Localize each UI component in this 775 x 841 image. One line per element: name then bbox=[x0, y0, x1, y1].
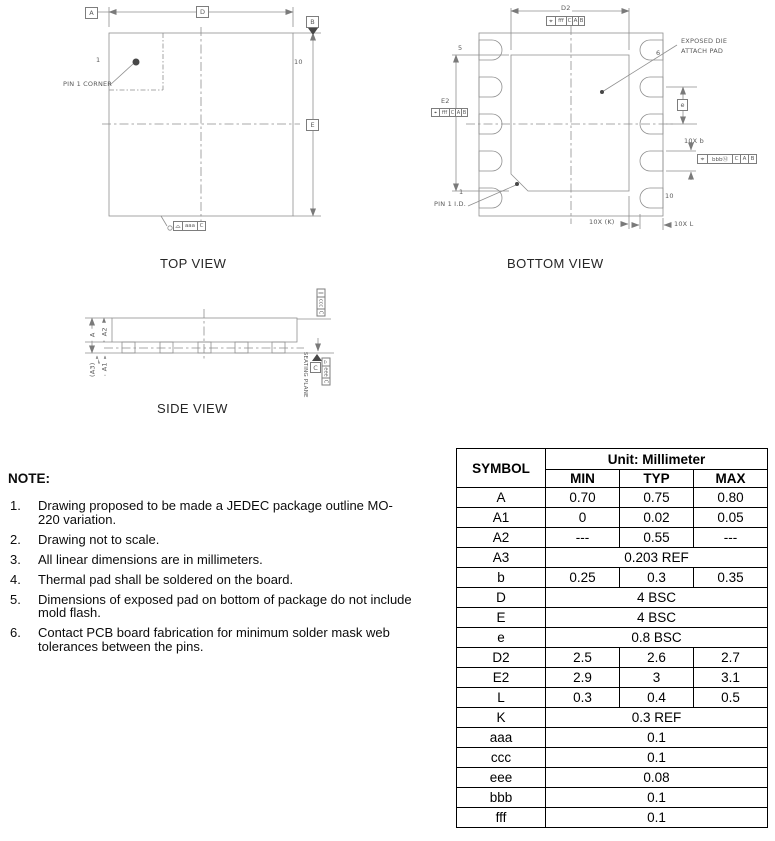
table-header-row bbox=[457, 449, 768, 470]
fcf-aaa: ⌓ aaa C bbox=[173, 221, 206, 231]
table-row: D 4 BSC bbox=[457, 588, 768, 608]
k-dim-label: 10X (K) bbox=[589, 218, 615, 226]
datum-b-flag bbox=[308, 28, 318, 35]
note-item: 5. Dimensions of exposed pad on bottom of package do not include mold flash. bbox=[8, 593, 454, 620]
exposed-pad-leader-dot bbox=[600, 90, 604, 94]
datum-b-box: B bbox=[306, 16, 319, 28]
pin1-id-label: PIN 1 I.D. bbox=[434, 200, 467, 208]
table-row: eee 0.08 bbox=[457, 768, 768, 788]
table-row: fff 0.1 bbox=[457, 808, 768, 828]
fcf-d2: ⌖ fff C A B bbox=[546, 16, 585, 26]
note-line: 220 variation. bbox=[38, 511, 117, 527]
top-pin10-number: 10 bbox=[294, 58, 303, 66]
exposed-pad-outline bbox=[511, 55, 629, 191]
notes-heading: NOTE: bbox=[8, 471, 50, 486]
dimension-table bbox=[456, 448, 768, 828]
note-item: 2. Drawing not to scale. bbox=[8, 533, 454, 547]
datum-a-box: A bbox=[85, 7, 98, 19]
dim-a2-label: A2 bbox=[100, 323, 110, 341]
datum-c-flag bbox=[312, 354, 322, 361]
dim-d2-label: D2 bbox=[561, 4, 571, 12]
datum-c-box: C bbox=[310, 362, 321, 373]
fcf-eee: ⌓ eee C bbox=[322, 358, 331, 386]
top-view-dimension-lines bbox=[98, 7, 321, 230]
top-view-title: TOP VIEW bbox=[160, 256, 227, 271]
dim-e2-label: E2 bbox=[441, 97, 450, 105]
table-row: L 0.3 0.4 0.5 bbox=[457, 688, 768, 708]
pitch-e-box: e bbox=[677, 99, 688, 111]
note-item: 6. Contact PCB board fabrication for minimum solder mask web tolerances between the pins. bbox=[8, 626, 454, 653]
dim-a1-label: A1 bbox=[100, 359, 110, 375]
side-view-title: SIDE VIEW bbox=[157, 401, 228, 416]
bottom-pin10-number: 10 bbox=[665, 192, 674, 200]
note-line: Thermal pad shall be soldered on the board. bbox=[38, 571, 294, 587]
table-row: E2 2.9 3 3.1 bbox=[457, 668, 768, 688]
notes-section bbox=[8, 471, 454, 660]
note-line: Contact PCB board fabrication for minimum solder mask web bbox=[38, 625, 390, 640]
bottom-view-title: BOTTOM VIEW bbox=[507, 256, 604, 271]
side-view-body bbox=[112, 318, 297, 342]
note-item: 4. Thermal pad shall be soldered on the board. bbox=[8, 573, 454, 587]
note-line: Dimensions of exposed pad on bottom of package do not include bbox=[38, 591, 412, 607]
top-view-centerlines bbox=[102, 27, 300, 222]
note-line: tolerances between the pins. bbox=[38, 638, 204, 654]
position-symbol: ⌖ bbox=[697, 154, 708, 164]
symbol-header: SYMBOL bbox=[457, 449, 546, 488]
fcf-ccc: ∥ ccc C bbox=[317, 289, 326, 317]
pin1-id-dot bbox=[515, 182, 519, 186]
pin1-corner-label: PIN 1 CORNER bbox=[63, 80, 113, 88]
pin6-number: 6 bbox=[656, 49, 661, 57]
table-row: A 0.70 0.75 0.80 bbox=[457, 488, 768, 508]
position-symbol: ⌖ bbox=[431, 108, 440, 117]
note-item: 1. Drawing proposed to be made a JEDEC package outline MO- 220 variation. bbox=[8, 499, 454, 526]
table-row: aaa 0.1 bbox=[457, 728, 768, 748]
table-row: E 4 BSC bbox=[457, 608, 768, 628]
parallelism-symbol: ∥ bbox=[317, 289, 326, 298]
side-view-pins bbox=[122, 342, 285, 353]
note-line: mold flash. bbox=[38, 605, 101, 620]
table-row: A2 --- 0.55 --- bbox=[457, 528, 768, 548]
fcf-bbb: ⌖ bbbⓂ C A B bbox=[697, 154, 757, 164]
profile-symbol: ⌓ bbox=[173, 221, 183, 231]
dim-d-box: D bbox=[196, 6, 209, 18]
bottom-view-dimension-lines bbox=[452, 8, 697, 230]
pin5-number: 5 bbox=[458, 44, 463, 52]
table-row: A3 0.203 REF bbox=[457, 548, 768, 568]
l-dim-label: 10X L bbox=[674, 220, 694, 228]
table-row: D2 2.5 2.6 2.7 bbox=[457, 648, 768, 668]
table-subheader-row: MIN TYP MAX bbox=[457, 470, 768, 488]
dim-a3-label: (A3) bbox=[88, 359, 98, 381]
table-row: b 0.25 0.3 0.35 bbox=[457, 568, 768, 588]
profile-symbol: ⌓ bbox=[322, 358, 331, 367]
top-pin1-number: 1 bbox=[96, 56, 101, 64]
table-row: e 0.8 BSC bbox=[457, 628, 768, 648]
note-line: Drawing not to scale. bbox=[38, 531, 160, 547]
position-symbol: ⌖ bbox=[546, 16, 556, 26]
table-row: ccc 0.1 bbox=[457, 748, 768, 768]
pin1-corner-dot bbox=[133, 59, 140, 66]
lead-width-label: 10X b bbox=[684, 137, 704, 145]
bottom-pin1-number: 1 bbox=[459, 188, 464, 196]
dim-e-box: E bbox=[306, 119, 319, 131]
table-row: A1 0 0.02 0.05 bbox=[457, 508, 768, 528]
exposed-pad-label: EXPOSED DIE ATTACH PAD bbox=[681, 37, 728, 55]
dim-a-label: A bbox=[88, 329, 98, 341]
note-item: 3. All linear dimensions are in millimeters. bbox=[8, 553, 454, 567]
table-row: bbb 0.1 bbox=[457, 788, 768, 808]
seating-plane-label: SEATING PLANE bbox=[301, 351, 308, 398]
table-row: K 0.3 REF bbox=[457, 708, 768, 728]
note-line: All linear dimensions are in millimeters. bbox=[38, 551, 263, 567]
note-line: Drawing proposed to be made a JEDEC package outline MO- bbox=[38, 498, 393, 513]
bottom-view-centerlines bbox=[466, 26, 676, 224]
fcf-e2: ⌖ fff C A B bbox=[431, 108, 468, 117]
unit-header: Unit: Millimeter bbox=[546, 449, 768, 470]
